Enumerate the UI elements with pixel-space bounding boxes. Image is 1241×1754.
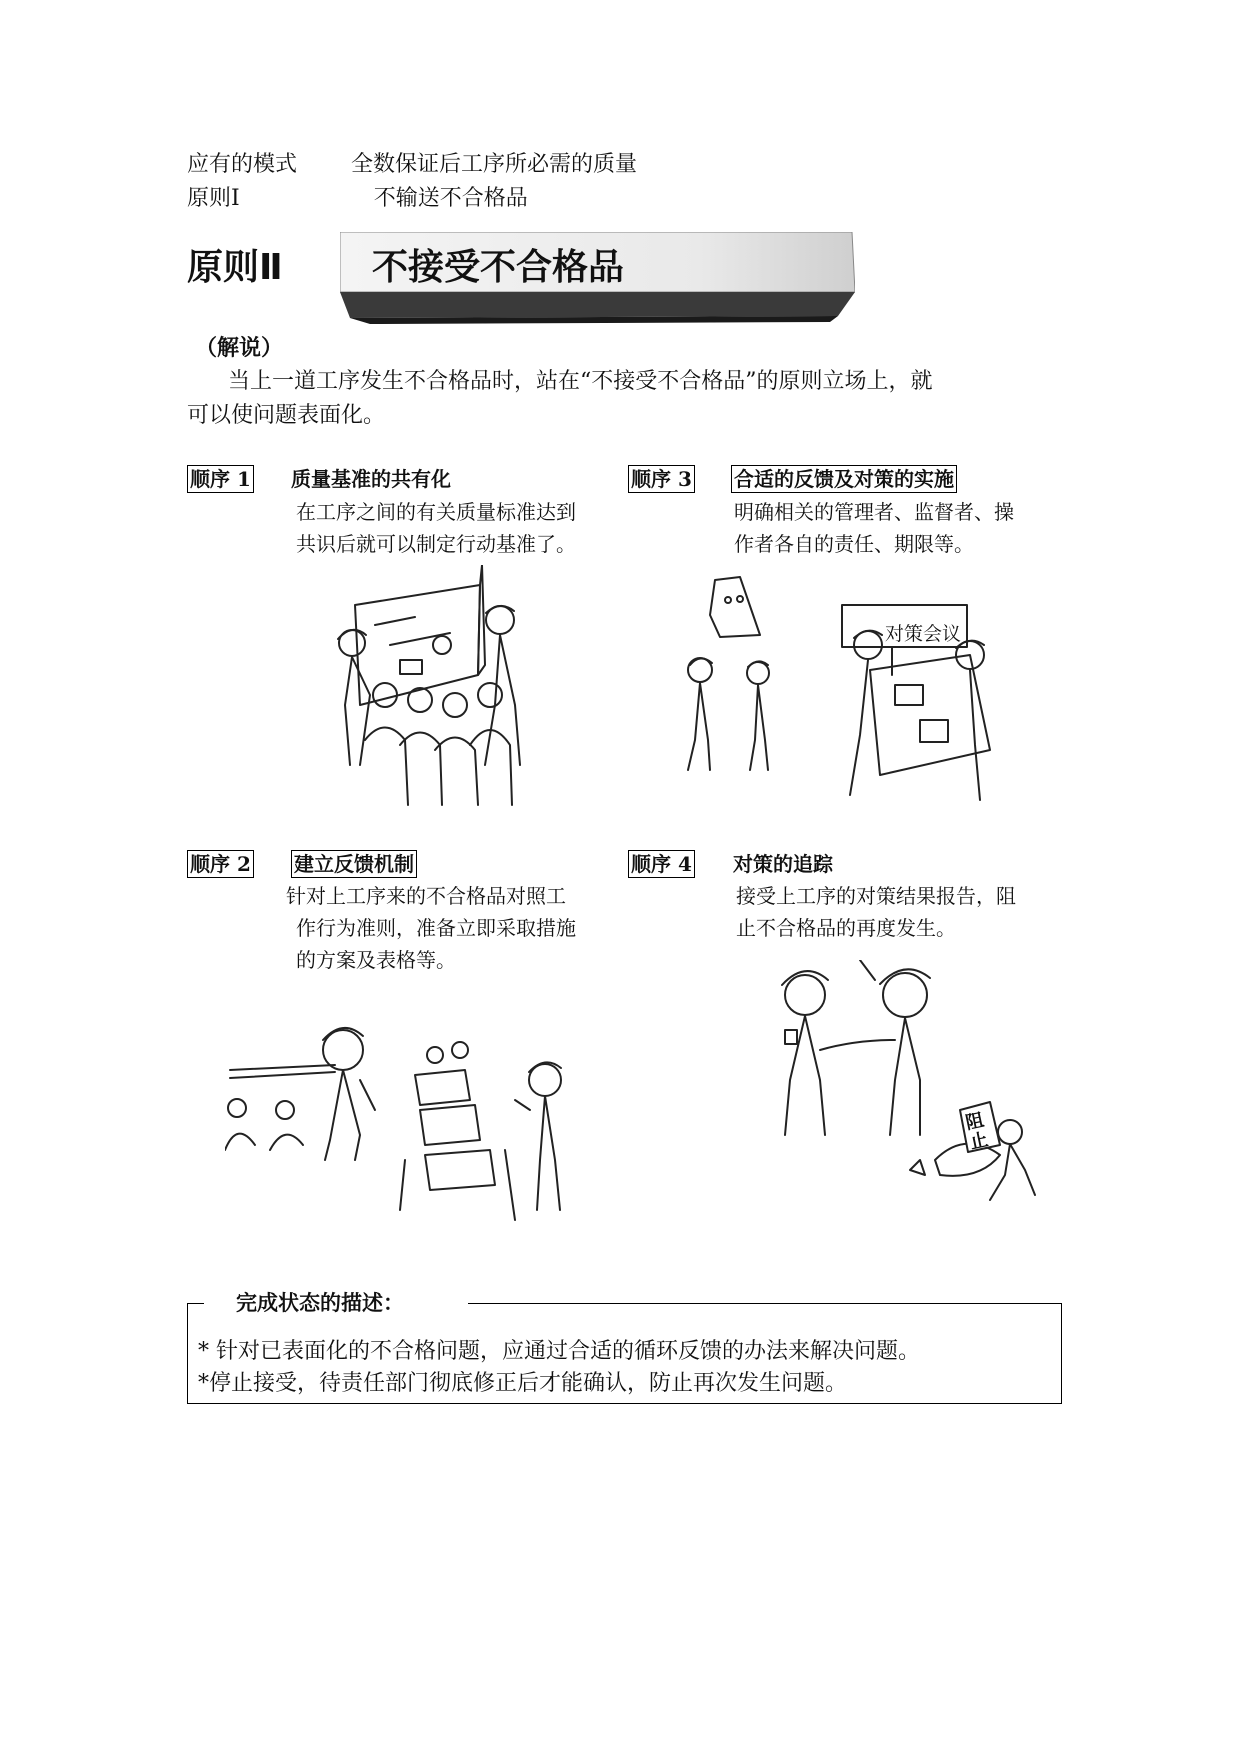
illustration-follow-up: [760, 960, 1050, 1225]
step-4-line-1: 接受上工序的对策结果报告，阻: [736, 884, 1016, 908]
completion-line-1: * 针对已表面化的不合格问题，应通过合适的循环反馈的办法来解决问题。: [198, 1339, 920, 1364]
step-4-line-2: 止不合格品的再度发生。: [736, 916, 956, 940]
illustration-feedback-mechanism: [225, 1010, 595, 1230]
illustration-quality-standards: [330, 565, 630, 810]
illustration-countermeasure: [670, 575, 1000, 810]
header-row1-label: 应有的模式: [187, 152, 298, 177]
principle-title: 不接受不合格品: [372, 247, 625, 288]
completion-title: 完成状态的描述：: [236, 1291, 404, 1315]
step-1-line-1: 在工序之间的有关质量标准达到: [296, 500, 576, 524]
step-2-line-2: 作行为准则，准备立即采取措施: [296, 916, 576, 940]
step-2-line-1: 针对上工序来的不合格品对照工: [286, 884, 566, 908]
step-1-title: 质量基准的共有化: [291, 467, 451, 491]
step-1-line-2: 共识后就可以制定行动基准了。: [296, 532, 576, 556]
header-row2-label: 原则Ⅰ: [187, 186, 240, 211]
step-1-tag: 顺序 1: [187, 465, 254, 493]
completion-line-2: *停止接受，待责任部门彻底修正后才能确认，防止再次发生问题。: [198, 1371, 848, 1396]
header-row-1: [187, 150, 637, 180]
meeting-sign: 对策会议: [885, 623, 962, 645]
step-4-tag: 顺序 4: [628, 850, 695, 878]
step-2-tag: 顺序 2: [187, 850, 254, 878]
header-row-2: [187, 184, 528, 214]
explanation-heading: （解说）: [195, 336, 284, 361]
step-3-line-2: 作者各自的责任、期限等。: [734, 532, 974, 556]
step-4-title: 对策的追踪: [733, 852, 833, 876]
hammer-label: 阻止: [963, 1109, 990, 1154]
step-3-line-1: 明确相关的管理者、监督者、操: [734, 500, 1014, 524]
header-row2-value: 不输送不合格品: [373, 186, 528, 211]
principle-label: 原则Ⅱ: [187, 247, 283, 288]
step-2-title: 建立反馈机制: [291, 850, 417, 878]
step-2-line-3: 的方案及表格等。: [296, 948, 456, 972]
explanation-line-1: 当上一道工序发生不合格品时，站在“不接受不合格品”的原则立场上，就: [228, 369, 933, 394]
step-3-tag: 顺序 3: [628, 465, 695, 493]
header-row1-value: 全数保证后工序所必需的质量: [351, 152, 638, 177]
step-3-title: 合适的反馈及对策的实施: [731, 465, 957, 493]
explanation-line-2: 可以使问题表面化。: [187, 403, 386, 428]
